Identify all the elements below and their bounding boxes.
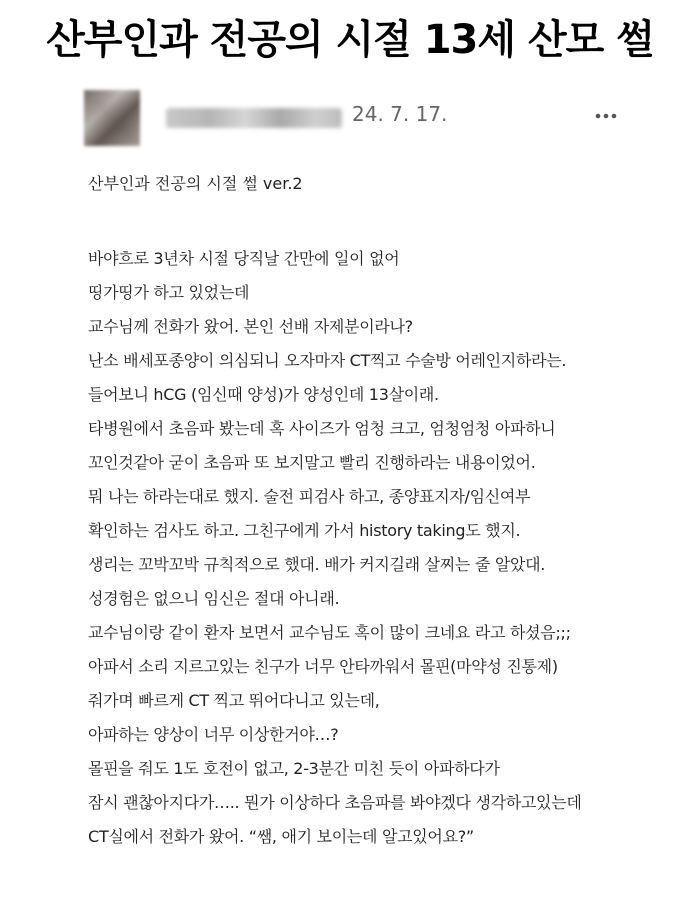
body-line: 아파하는 양상이 너무 이상한거야…? — [88, 725, 339, 744]
body-line: 잠시 괜찮아지다가….. 뭔가 이상하다 초음파를 봐야겠다 생각하고있는데 — [88, 793, 582, 812]
body-line: 아파서 소리 지르고있는 친구가 너무 안타까워서 몰핀(마약성 진통제) — [88, 657, 558, 676]
body-line: 생리는 꼬박꼬박 규칙적으로 했대. 배가 커지길래 살찌는 줄 알았대. — [88, 555, 546, 574]
body-line: CT실에서 전화가 왔어. “쌤, 애기 보이는데 알고있어요?” — [88, 827, 474, 846]
more-dots-glyph — [592, 104, 620, 128]
body-line: 줘가며 빠르게 CT 찍고 뛰어다니고 있는데, — [88, 691, 380, 710]
post-date: 24. 7. 17. — [352, 102, 448, 126]
post-body — [88, 242, 688, 854]
body-line: 바야흐로 3년차 시절 당직날 간만에 일이 없어 — [88, 249, 400, 268]
author-name-blurred[interactable] — [166, 108, 342, 128]
body-line: 들어보니 hCG (임신때 양성)가 양성인데 13살이래. — [88, 385, 439, 404]
body-line: 난소 배세포종양이 의심되니 오자마자 CT찍고 수술방 어레인지하라는. — [88, 351, 567, 370]
post-content — [88, 170, 688, 854]
body-line: 확인하는 검사도 하고. 그친구에게 가서 history taking도 했지. — [88, 521, 521, 540]
body-line: 띵가띵가 하고 있었는데 — [88, 283, 250, 302]
post-header — [84, 90, 624, 146]
more-horizontal-icon[interactable] — [592, 104, 620, 128]
author-avatar[interactable] — [84, 90, 140, 146]
body-line: 성경험은 없으니 임신은 절대 아니래. — [88, 589, 340, 608]
body-line: 뭐 나는 하라는대로 했지. 술전 피검사 하고, 종양표지자/임신여부 — [88, 487, 531, 506]
body-line: 교수님께 전화가 왔어. 본인 선배 자제분이라나? — [88, 317, 413, 336]
body-line: 꼬인것같아 굳이 초음파 또 보지말고 빨리 진행하라는 내용이었어. — [88, 453, 536, 472]
body-line: 타병원에서 초음파 봤는데 혹 사이즈가 엄청 크고, 엄청엄청 아파하니 — [88, 419, 556, 438]
article-headline: 산부인과 전공의 시절 13세 산모 썰 — [46, 17, 654, 63]
post-title: 산부인과 전공의 시절 썰 ver.2 — [88, 174, 303, 193]
body-line: 교수님이랑 같이 환자 보면서 교수님도 혹이 많이 크네요 라고 하셨음;;; — [88, 623, 571, 642]
body-line: 몰핀을 줘도 1도 호전이 없고, 2-3분간 미친 듯이 아파하다가 — [88, 759, 500, 778]
